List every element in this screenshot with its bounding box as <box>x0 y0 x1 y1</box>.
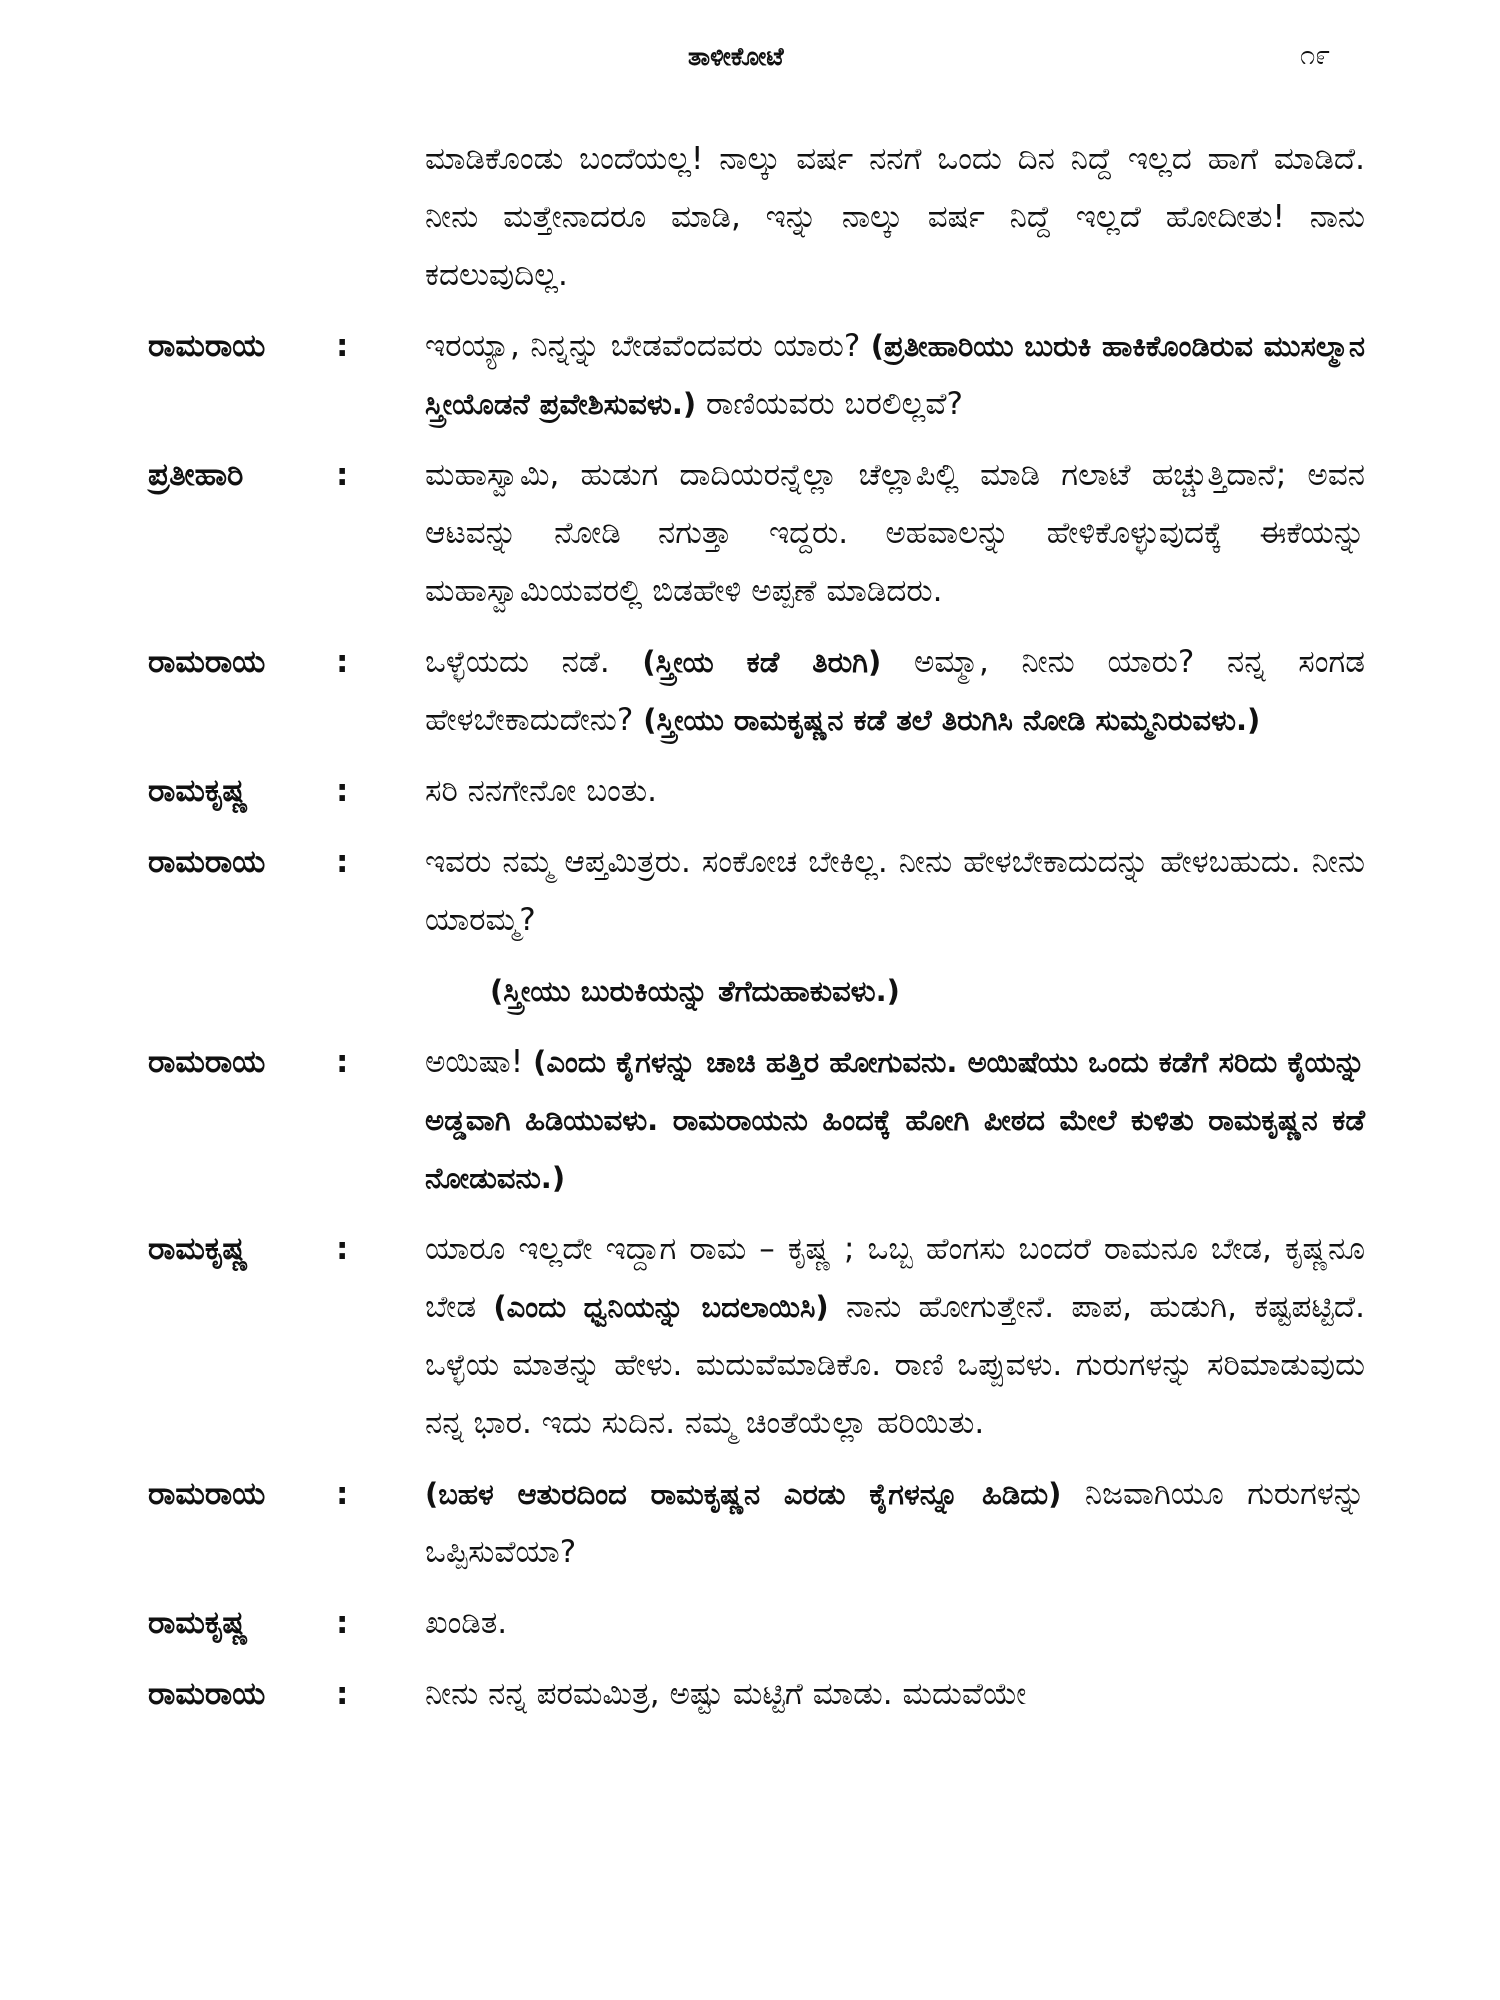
dialogue-text: ಮಾಡಿಕೊಂಡು ಬಂದೆಯಲ್ಲ! ನಾಲ್ಕು ವರ್ಷ ನನಗೆ ಒಂದು ದಿನ ನಿದ್ದೆ ಇಲ್ಲದ ಹಾಗೆ ಮಾಡಿದೆ. ನೀನು ಮತ್ತೇನಾದರೂ ಮಾಡಿ, ಇನ್ನು ನಾಲ್ಕು ವರ್ಷ ನಿದ್ದೆ ಇಲ್ಲದೆ ಹೋದೀತು! ನಾನು ಕದಲುವುದಿಲ್ಲ. <box>425 141 1365 293</box>
dialogue-text: ಇವರು ನಮ್ಮ ಆಪ್ತಮಿತ್ರರು. ಸಂಕೋಚ ಬೇಕಿಲ್ಲ. ನೀನು ಹೇಳಬೇಕಾದುದನ್ನು ಹೇಳಬಹುದು. ನೀನು ಯಾರಮ್ಮ? <box>425 844 1365 938</box>
speech-text <box>425 1033 1365 1207</box>
speaker-name: ರಾಮಕೃಷ್ಣ <box>148 1605 248 1641</box>
dialogue-paragraph <box>0 1465 1500 1581</box>
speaker-colon: : <box>336 844 349 880</box>
dialogue-text: ರಾಣಿಯವರು ಬರಲಿಲ್ಲವೆ? <box>696 386 963 422</box>
speaker-colon: : <box>336 328 349 364</box>
dialogue-paragraph <box>0 833 1500 949</box>
dialogue-text: ನೀನು ನನ್ನ ಪರಮಮಿತ್ರ, ಅಷ್ಟು ಮಟ್ಟಿಗೆ ಮಾಡು. ಮದುವೆಯೇ <box>425 1676 1027 1712</box>
dialogue-text: ನಿಜವಾಗಿಯೂ ಗುರುಗಳನ್ನು ಒಪ್ಪಿಸುವೆಯಾ? <box>425 1476 1366 1570</box>
dialogue-text: ಅಯಿಷಾ! <box>425 1044 534 1080</box>
speaker-name: ರಾಮರಾಯ <box>148 328 266 364</box>
speech-text <box>425 762 1365 820</box>
speech-text <box>425 1220 1365 1452</box>
speaker-colon: : <box>336 1605 349 1641</box>
speech-text <box>425 130 1365 304</box>
dialogue-text: ಅಮ್ಮಾ, ನೀನು ಯಾರು? ನನ್ನ ಸಂಗಡ ಹೇಳಬೇಕಾದುದೇನು? <box>425 644 1365 738</box>
running-header <box>0 40 1500 90</box>
dialogue-paragraph <box>0 446 1500 620</box>
running-title: ತಾಳೀಕೋಟೆ <box>688 42 784 71</box>
speaker-name: ರಾಮಕೃಷ್ಣ <box>148 773 248 809</box>
dialogue-text: ಸರಿ ನನಗೇನೋ ಬಂತು. <box>425 773 657 809</box>
speaker-colon: : <box>336 773 349 809</box>
stage-direction-text: (ಎಂದು ಕೈಗಳನ್ನು ಚಾಚಿ ಹತ್ತಿರ ಹೋಗುವನು. ಅಯಿಷೆಯು ಒಂದು ಕಡೆಗೆ ಸರಿದು ಕೈಯನ್ನು ಅಡ್ಡವಾಗಿ ಹಿಡಿಯುವಳು. ರಾಮರಾಯನು ಹಿಂದಕ್ಕೆ ಹೋಗಿ ಪೀಠದ ಮೇಲೆ ಕುಳಿತು ರಾಮಕೃಷ್ಣನ ಕಡೆ ನೋಡುವನು.) <box>425 1045 1366 1195</box>
stage-direction-text: (ಪ್ರತೀಹಾರಿಯು ಬುರುಕಿ ಹಾಕಿಕೊಂಡಿರುವ ಮುಸಲ್ಮಾನ ಸ್ತ್ರೀಯೊಡನೆ ಪ್ರವೇಶಿಸುವಳು.) <box>425 329 1365 421</box>
speech-text <box>425 1665 1365 1723</box>
dialogue-text: ಮಹಾಸ್ವಾಮಿ, ಹುಡುಗ ದಾದಿಯರನ್ನೆಲ್ಲಾ ಚೆಲ್ಲಾಪಿಲ್ಲಿ ಮಾಡಿ ಗಲಾಟೆ ಹಚ್ಚುತ್ತಿದಾನೆ; ಅವನ ಆಟವನ್ನು ನೋಡಿ ನಗುತ್ತಾ ಇದ್ದರು. ಅಹವಾಲನ್ನು ಹೇಳಿಕೊಳ್ಳುವುದಕ್ಕೆ ಈಕೆಯನ್ನು ಮಹಾಸ್ವಾಮಿಯವರಲ್ಲಿ ಬಿಡಹೇಳಿ ಅಪ್ಪಣೆ ಮಾಡಿದರು. <box>425 457 1365 609</box>
speaker-colon: : <box>336 1044 349 1080</box>
speaker-name: ಪ್ರತೀಹಾರಿ <box>148 457 244 493</box>
dialogue-paragraph <box>0 1594 1500 1652</box>
stage-direction-text: (ಸ್ತ್ರೀಯು ಬುರುಕಿಯನ್ನು ತೆಗೆದುಹಾಕುವಳು.) <box>490 974 900 1008</box>
stage-direction-text: (ಸ್ತ್ರೀಯು ರಾಮಕೃಷ್ಣನ ಕಡೆ ತಲೆ ತಿರುಗಿಸಿ ನೋಡಿ ಸುಮ್ಮನಿರುವಳು.) <box>643 703 1261 737</box>
stage-direction-text: (ಬಹಳ ಆತುರದಿಂದ ರಾಮಕೃಷ್ಣನ ಎರಡು ಕೈಗಳನ್ನೂ ಹಿಡಿದು) <box>425 1477 1062 1511</box>
dialogue-paragraph <box>0 130 1500 304</box>
speaker-name: ರಾಮರಾಯ <box>148 1044 266 1080</box>
dialogue-text: ಇರಯ್ಯಾ, ನಿನ್ನನ್ನು ಬೇಡವೆಂದವರು ಯಾರು? <box>425 328 871 364</box>
speaker-name: ರಾಮರಾಯ <box>148 1476 266 1512</box>
dialogue-text: ಖಂಡಿತ. <box>425 1605 508 1641</box>
dialogue-paragraph <box>0 1033 1500 1207</box>
dialogue-text: ನಾನು ಹೋಗುತ್ತೇನೆ. ಪಾಪ, ಹುಡುಗಿ, ಕಷ್ಟಪಟ್ಟಿದೆ. ಒಳ್ಳೆಯ ಮಾತನ್ನು ಹೇಳು. ಮದುವೆಮಾಡಿಕೊ. ರಾಣಿ ಒಪ್ಪುವಳು. ಗುರುಗಳನ್ನು ಸರಿಮಾಡುವುದು ನನ್ನ ಭಾರ. ಇದು ಸುದಿನ. ನಮ್ಮ ಚಿಂತೆಯೆಲ್ಲಾ ಹರಿಯಿತು. <box>425 1289 1365 1441</box>
page-number: ೧೯ <box>1300 40 1331 71</box>
dialogue-text: ಯಾರೂ ಇಲ್ಲದೇ ಇದ್ದಾಗ ರಾಮ – ಕೃಷ್ಣ ; ಒಬ್ಬ ಹೆಂಗಸು ಬಂದರೆ ರಾಮನೂ ಬೇಡ, ಕೃಷ್ಣನೂ ಬೇಡ <box>425 1231 1365 1325</box>
speech-text <box>425 446 1365 620</box>
speaker-colon: : <box>336 457 349 493</box>
dialogue-paragraph <box>0 633 1500 749</box>
speaker-name: ರಾಮಕೃಷ್ಣ <box>148 1231 248 1267</box>
speaker-name: ರಾಮರಾಯ <box>148 1676 266 1712</box>
stage-direction <box>490 962 1390 1020</box>
dialogue-text: ಒಳ್ಳೆಯದು ನಡೆ. <box>425 644 643 680</box>
speech-text <box>425 833 1365 949</box>
speech-text <box>425 1465 1365 1581</box>
speech-text <box>425 317 1365 433</box>
stage-direction-text: (ಎಂದು ಧ್ವನಿಯನ್ನು ಬದಲಾಯಿಸಿ) <box>493 1290 829 1324</box>
speaker-name: ರಾಮರಾಯ <box>148 844 266 880</box>
stage-direction-paragraph <box>0 962 1500 1020</box>
dialogue-paragraph <box>0 1665 1500 1723</box>
speaker-colon: : <box>336 644 349 680</box>
dialogue-paragraph <box>0 1220 1500 1452</box>
speech-text <box>425 1594 1365 1652</box>
play-text <box>0 130 1500 1736</box>
dialogue-paragraph <box>0 317 1500 433</box>
speaker-colon: : <box>336 1231 349 1267</box>
stage-direction-text: (ಸ್ತ್ರೀಯ ಕಡೆ ತಿರುಗಿ) <box>642 645 882 679</box>
speaker-colon: : <box>336 1476 349 1512</box>
speech-text <box>425 633 1365 749</box>
dialogue-paragraph <box>0 762 1500 820</box>
speaker-name: ರಾಮರಾಯ <box>148 644 266 680</box>
speaker-colon: : <box>336 1676 349 1712</box>
